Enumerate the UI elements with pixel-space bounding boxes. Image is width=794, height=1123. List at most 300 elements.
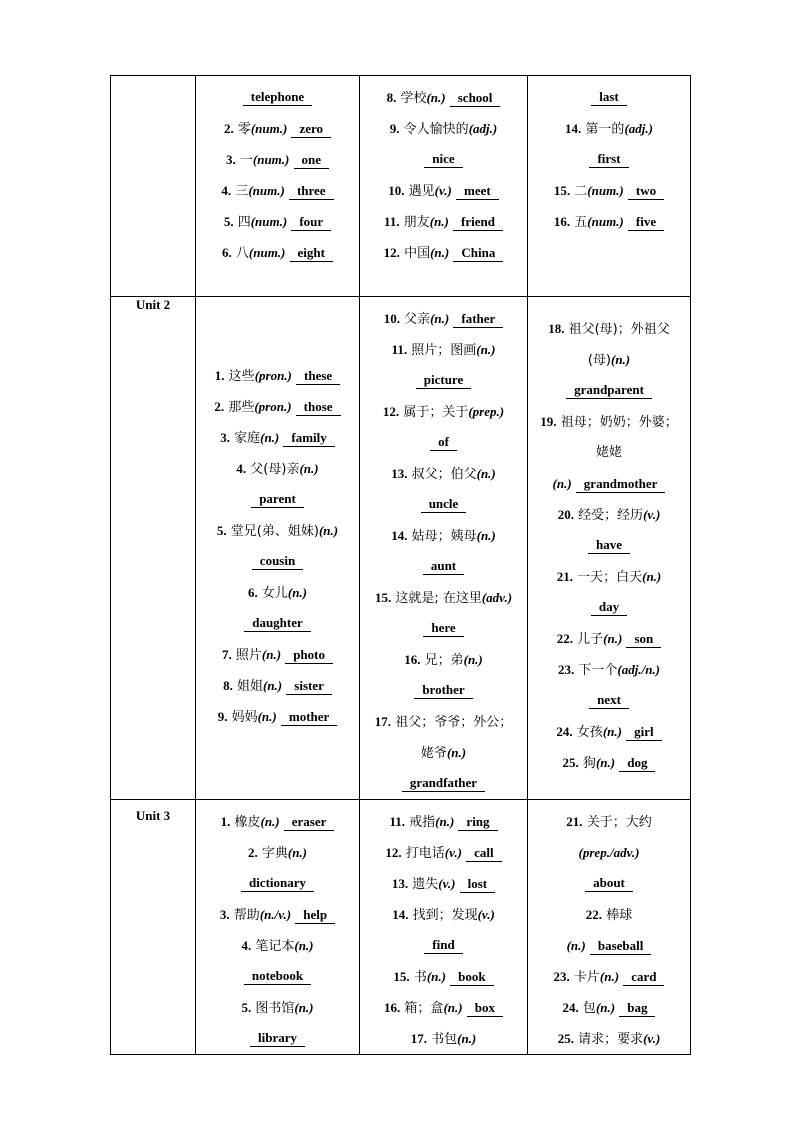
item-number: 20.: [557, 507, 574, 522]
vocab-line: [196, 391, 359, 422]
vocab-line: [196, 360, 359, 391]
table-row: [111, 76, 691, 297]
item-number: 24.: [562, 1000, 579, 1015]
vocab-line: [196, 113, 359, 144]
chinese-meaning: 零: [237, 122, 251, 137]
answer-blank: grandparent: [566, 382, 652, 399]
vocab-line: [528, 747, 690, 778]
vocab-line: [360, 992, 527, 1023]
part-of-speech: (n.): [260, 814, 280, 829]
chinese-meaning: 父(母)亲: [250, 462, 300, 477]
item-number: 8.: [223, 678, 233, 693]
part-of-speech: (n.): [476, 528, 496, 543]
item-number: 21.: [566, 814, 583, 829]
vocab-line: [196, 837, 359, 868]
part-of-speech: (n.): [426, 90, 446, 105]
vocab-line: [528, 868, 690, 899]
vocab-cell: [360, 800, 528, 1055]
vocab-line: [360, 961, 527, 992]
part-of-speech: (n.): [294, 1000, 314, 1015]
part-of-speech: (n.): [429, 214, 449, 229]
unit-label: Unit 3: [135, 808, 171, 823]
vocab-line: [360, 1023, 527, 1054]
answer-blank: call: [466, 845, 502, 862]
item-number: 3.: [220, 430, 230, 445]
answer-blank: dictionary: [241, 875, 314, 892]
part-of-speech: (n.): [476, 342, 496, 357]
item-number: 25.: [557, 1031, 574, 1046]
chinese-meaning: 经受；经历: [578, 508, 644, 523]
item-number: 1.: [214, 368, 225, 383]
item-number: 9.: [389, 121, 400, 136]
chinese-meaning: 堂兄(弟、姐妹): [230, 524, 319, 539]
vocab-line: [528, 961, 690, 992]
item-number: 19.: [540, 414, 557, 429]
item-number: 9.: [217, 709, 228, 724]
chinese-meaning: 祖父(母)；外祖父: [568, 322, 670, 337]
vocab-line: [528, 837, 690, 868]
part-of-speech: (n.): [552, 476, 572, 491]
part-of-speech: (v.): [477, 907, 495, 922]
vocab-cell: [196, 800, 360, 1055]
vocab-line: [360, 737, 527, 768]
answer-blank: photo: [285, 647, 333, 664]
answer-blank: girl: [626, 724, 662, 741]
vocab-line: [360, 334, 527, 365]
item-number: 23.: [553, 969, 570, 984]
vocab-line: [360, 644, 527, 675]
vocab-line: [528, 406, 690, 437]
part-of-speech: (n.): [457, 1031, 477, 1046]
item-number: 5.: [223, 214, 234, 229]
item-number: 14.: [392, 907, 409, 922]
answer-blank: these: [296, 368, 340, 385]
answer-blank: two: [628, 183, 664, 200]
vocab-line: [360, 837, 527, 868]
vocab-line: [360, 613, 527, 644]
vocab-line: [360, 144, 527, 175]
vocab-line: [196, 961, 359, 992]
chinese-meaning: 图书馆: [255, 1001, 295, 1016]
vocab-line: [528, 313, 690, 344]
vocab-line: [360, 489, 527, 520]
item-number: 11.: [389, 814, 405, 829]
answer-blank: parent: [251, 491, 304, 508]
part-of-speech: (n.): [260, 430, 280, 445]
item-number: 13.: [391, 876, 409, 891]
answer-blank: three: [289, 183, 334, 200]
part-of-speech: (num.): [252, 152, 290, 167]
item-number: 15.: [393, 969, 410, 984]
vocab-cell: [196, 297, 360, 800]
vocab-line: [360, 427, 527, 458]
part-of-speech: (adv.): [481, 590, 513, 605]
answer-blank: mother: [281, 709, 337, 726]
part-of-speech: (num.): [587, 214, 624, 229]
chinese-meaning: 父亲: [404, 312, 431, 327]
item-number: 22.: [585, 907, 603, 922]
chinese-meaning: 叔父；伯父: [411, 467, 477, 482]
chinese-meaning: 姑母；姨母: [411, 529, 477, 544]
vocab-line: [360, 675, 527, 706]
item-number: 18.: [548, 321, 565, 336]
chinese-meaning: 属于；关于: [403, 405, 469, 420]
part-of-speech: (v.): [444, 845, 462, 860]
answer-blank: day: [591, 599, 627, 616]
answer-blank: library: [250, 1030, 305, 1047]
item-number: 16.: [384, 1000, 401, 1015]
answer-blank: picture: [416, 372, 471, 389]
part-of-speech: (n.): [318, 523, 339, 538]
chinese-meaning: 二: [574, 184, 588, 199]
vocab-line: [196, 175, 359, 206]
vocab-cell: [360, 297, 528, 800]
chinese-meaning: 戒指: [409, 815, 436, 830]
answer-blank: five: [628, 214, 664, 231]
vocab-line: [528, 499, 690, 530]
answer-blank: school: [450, 90, 501, 107]
item-number: 12.: [382, 404, 400, 419]
part-of-speech: (num.): [587, 183, 624, 198]
vocab-line: [360, 868, 527, 899]
answer-blank: box: [467, 1000, 503, 1017]
part-of-speech: (n.): [476, 466, 496, 481]
vocab-cell: [528, 76, 691, 297]
chinese-meaning: 关于；大约: [586, 815, 652, 830]
vocab-line: [528, 623, 690, 654]
answer-blank: China: [453, 245, 503, 262]
vocab-line: [528, 530, 690, 561]
item-number: 3.: [225, 152, 236, 167]
item-number: 10.: [383, 311, 400, 326]
vocab-line: [360, 520, 527, 551]
vocab-line: [528, 930, 690, 961]
answer-blank: ring: [458, 814, 497, 831]
part-of-speech: (adj./n.): [617, 662, 661, 677]
part-of-speech: (n.): [261, 647, 282, 662]
vocab-cell: [528, 297, 691, 800]
chinese-meaning: 姥爷: [420, 746, 447, 761]
item-number: 3.: [219, 907, 230, 922]
item-number: 14.: [565, 121, 582, 136]
part-of-speech: (n.): [430, 245, 450, 260]
part-of-speech: (n.): [595, 755, 616, 770]
item-number: 4.: [236, 461, 247, 476]
chinese-meaning: 这就是; 在这里: [395, 591, 482, 606]
vocab-line: [528, 561, 690, 592]
chinese-meaning: 五: [574, 215, 588, 230]
part-of-speech: (n.): [426, 969, 446, 984]
chinese-meaning: 照片；图画: [411, 343, 477, 358]
answer-blank: uncle: [421, 496, 467, 513]
item-number: 5.: [241, 1000, 252, 1015]
vocab-line: [528, 144, 690, 175]
chinese-meaning: 遗失: [412, 877, 439, 892]
chinese-meaning: 狗: [582, 756, 596, 771]
part-of-speech: (prep./adv.): [578, 845, 640, 860]
unit-cell: [111, 297, 196, 800]
answer-blank: zero: [291, 121, 331, 138]
part-of-speech: (n.): [443, 1000, 463, 1015]
answer-blank: sister: [286, 678, 332, 695]
answer-blank: eight: [290, 245, 333, 262]
vocab-line: [528, 175, 690, 206]
unit-cell: [111, 800, 196, 1055]
part-of-speech: (n.): [287, 585, 308, 600]
answer-blank: one: [294, 152, 330, 169]
item-number: 14.: [391, 528, 408, 543]
answer-blank: help: [295, 907, 335, 924]
vocab-line: [528, 1023, 690, 1054]
vocab-line: [360, 206, 527, 237]
part-of-speech: (n.): [430, 311, 450, 326]
vocab-line: [360, 582, 527, 613]
answer-blank: of: [430, 434, 457, 451]
vocab-line: [196, 546, 359, 577]
item-number: 1.: [220, 814, 231, 829]
item-number: 21.: [556, 569, 573, 584]
part-of-speech: (n.): [611, 352, 631, 367]
vocab-line: [196, 899, 359, 930]
answer-blank: meet: [456, 183, 499, 200]
vocab-line: [196, 453, 359, 484]
item-number: 8.: [386, 90, 397, 105]
vocab-line: [196, 237, 359, 268]
answer-blank: those: [296, 399, 341, 416]
chinese-meaning: 祖父；爷爷；外公；: [395, 715, 513, 730]
answer-blank: eraser: [284, 814, 335, 831]
chinese-meaning: 学校: [400, 91, 427, 106]
vocab-line: [196, 144, 359, 175]
answer-blank: brother: [414, 682, 472, 699]
chinese-meaning: 书包: [431, 1032, 458, 1047]
part-of-speech: (n.): [287, 845, 308, 860]
vocab-line: [528, 375, 690, 406]
vocab-line: [528, 468, 690, 499]
part-of-speech: (n.): [602, 724, 622, 739]
item-number: 2.: [223, 121, 234, 136]
part-of-speech: (n.): [463, 652, 483, 667]
answer-blank: notebook: [244, 968, 311, 985]
vocab-line: [196, 670, 359, 701]
item-number: 12.: [383, 245, 400, 260]
part-of-speech: (n.): [642, 569, 662, 584]
vocab-line: [196, 577, 359, 608]
chinese-meaning: 祖母；奶奶；外婆；: [560, 415, 678, 430]
table-row: [111, 800, 691, 1055]
vocab-line: [528, 82, 690, 113]
vocab-line: [360, 768, 527, 799]
answer-blank: friend: [453, 214, 503, 231]
chinese-meaning: 帮助: [233, 908, 260, 923]
chinese-meaning: 家庭: [234, 431, 261, 446]
answer-blank: have: [588, 537, 630, 554]
vocab-line: [360, 806, 527, 837]
item-number: 7.: [222, 647, 232, 662]
part-of-speech: (v.): [643, 507, 661, 522]
vocab-line: [360, 237, 527, 268]
chinese-meaning: 兄；弟: [424, 653, 464, 668]
vocab-line: [360, 551, 527, 582]
vocab-line: [528, 685, 690, 716]
vocab-line: [360, 113, 527, 144]
answer-blank: card: [623, 969, 664, 986]
part-of-speech: (n.): [299, 461, 319, 476]
answer-blank: grandfather: [402, 775, 485, 792]
answer-blank: aunt: [423, 558, 464, 575]
part-of-speech: (v.): [643, 1031, 661, 1046]
answer-blank: baseball: [590, 938, 652, 955]
vocab-line: [196, 992, 359, 1023]
answer-blank: telephone: [243, 89, 312, 106]
vocab-line: [360, 458, 527, 489]
vocab-line: [528, 437, 690, 468]
chinese-meaning: 女儿: [261, 586, 288, 601]
answer-blank: find: [424, 937, 462, 954]
chinese-meaning: 八: [235, 246, 249, 261]
chinese-meaning: 箱；盒: [404, 1001, 444, 1016]
vocab-line: [528, 806, 690, 837]
vocab-line: [360, 365, 527, 396]
chinese-meaning: 字典: [261, 846, 288, 861]
part-of-speech: (n.): [263, 678, 283, 693]
answer-blank: father: [453, 311, 503, 328]
vocab-cell: [360, 76, 528, 297]
item-number: 16.: [553, 214, 571, 229]
part-of-speech: (n./v.): [259, 907, 292, 922]
chinese-meaning: 下一个: [578, 663, 618, 678]
part-of-speech: (num.): [248, 245, 286, 260]
chinese-meaning: 卡片: [573, 970, 600, 985]
vocab-line: [196, 930, 359, 961]
vocab-line: [528, 716, 690, 747]
item-number: 17.: [374, 714, 392, 729]
item-number: 25.: [562, 755, 579, 770]
answer-blank: book: [450, 969, 493, 986]
chinese-meaning: 一天；白天: [577, 570, 643, 585]
chinese-meaning: 遇见: [408, 184, 435, 199]
vocab-line: [528, 654, 690, 685]
vocab-line: [360, 82, 527, 113]
item-number: 13.: [391, 466, 408, 481]
unit-label: Unit 2: [135, 297, 171, 312]
vocab-line: [196, 515, 359, 546]
vocab-line: [196, 82, 359, 113]
vocab-line: [528, 206, 690, 237]
part-of-speech: (pron.): [254, 368, 292, 383]
item-number: 4.: [221, 183, 232, 198]
item-number: 15.: [374, 590, 392, 605]
answer-blank: last: [591, 89, 627, 106]
item-number: 10.: [388, 183, 405, 198]
part-of-speech: (n.): [603, 631, 623, 646]
vocab-line: [196, 608, 359, 639]
item-number: 12.: [385, 845, 402, 860]
answer-blank: cousin: [252, 553, 303, 570]
chinese-meaning: 女孩: [576, 725, 603, 740]
part-of-speech: (pron.): [254, 399, 292, 414]
vocab-cell: [528, 800, 691, 1055]
part-of-speech: (n.): [294, 938, 314, 953]
chinese-meaning: 请求；要求: [578, 1032, 644, 1047]
answer-blank: bag: [619, 1000, 655, 1017]
chinese-meaning: 橡皮: [234, 815, 261, 830]
item-number: 5.: [216, 523, 227, 538]
part-of-speech: (n.): [595, 1000, 616, 1015]
chinese-meaning: (母): [587, 353, 611, 368]
answer-blank: nice: [424, 151, 462, 168]
part-of-speech: (v.): [434, 183, 452, 198]
chinese-meaning: 找到；发现: [412, 908, 478, 923]
answer-blank: dog: [619, 755, 655, 772]
vocab-line: [360, 930, 527, 961]
part-of-speech: (n.): [599, 969, 620, 984]
chinese-meaning: 四: [237, 215, 251, 230]
chinese-meaning: 照片: [235, 648, 262, 663]
vocab-line: [196, 484, 359, 515]
item-number: 15.: [553, 183, 571, 198]
item-number: 11.: [384, 214, 400, 229]
chinese-meaning: 儿子: [577, 632, 604, 647]
answer-blank: grandmother: [576, 476, 666, 493]
chinese-meaning: 姥姥: [595, 445, 622, 460]
answer-blank: first: [589, 151, 628, 168]
chinese-meaning: 中国: [404, 246, 431, 261]
answer-blank: lost: [460, 876, 496, 893]
unit-cell: [111, 76, 196, 297]
chinese-meaning: 这些: [228, 369, 255, 384]
part-of-speech: (adj.): [468, 121, 498, 136]
vocab-line: [528, 344, 690, 375]
chinese-meaning: 笔记本: [255, 939, 295, 954]
answer-blank: next: [589, 692, 629, 709]
part-of-speech: (num.): [250, 121, 288, 136]
vocab-line: [360, 396, 527, 427]
answer-blank: four: [291, 214, 331, 231]
chinese-meaning: 第一的: [585, 122, 625, 137]
vocab-line: [360, 706, 527, 737]
item-number: 6.: [247, 585, 258, 600]
item-number: 6.: [222, 245, 232, 260]
chinese-meaning: 一: [239, 153, 253, 168]
part-of-speech: (num.): [250, 214, 288, 229]
vocabulary-table: [110, 75, 691, 1055]
item-number: 11.: [391, 342, 408, 357]
item-number: 17.: [410, 1031, 427, 1046]
vocab-line: [196, 868, 359, 899]
part-of-speech: (prep.): [468, 404, 505, 419]
part-of-speech: (adj.): [624, 121, 653, 136]
vocab-line: [360, 303, 527, 334]
item-number: 4.: [241, 938, 252, 953]
vocab-line: [528, 992, 690, 1023]
vocab-line: [196, 422, 359, 453]
table-row: [111, 297, 691, 800]
vocab-line: [360, 175, 527, 206]
chinese-meaning: 那些: [228, 400, 255, 415]
vocab-line: [360, 899, 527, 930]
vocab-line: [528, 592, 690, 623]
chinese-meaning: 包: [582, 1001, 596, 1016]
chinese-meaning: 朋友: [403, 215, 430, 230]
chinese-meaning: 打电话: [405, 846, 445, 861]
item-number: 2.: [247, 845, 258, 860]
item-number: 22.: [556, 631, 573, 646]
answer-blank: family: [283, 430, 334, 447]
part-of-speech: (n.): [446, 745, 467, 760]
vocab-line: [196, 639, 359, 670]
item-number: 23.: [557, 662, 575, 677]
